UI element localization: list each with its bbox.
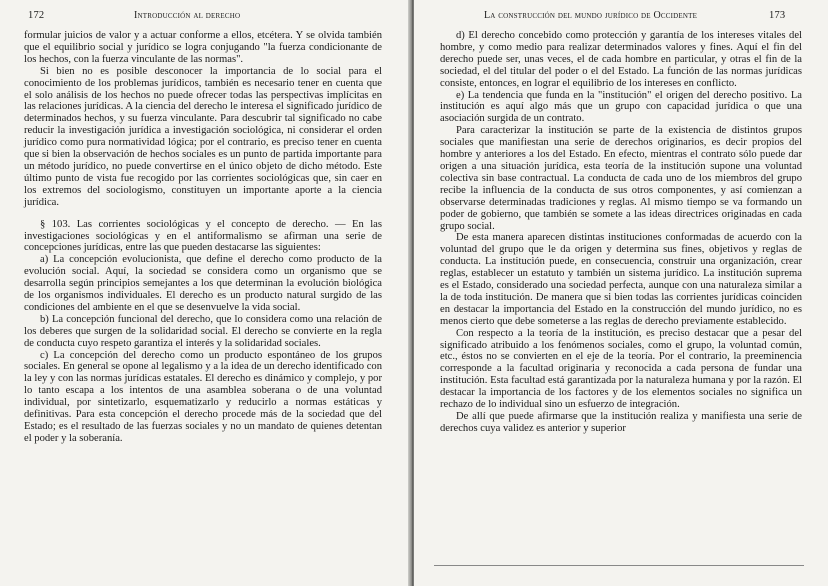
paragraph: De esta manera aparecen distintas instituciones conformadas de acuerdo con la voluntad del grupo que le da origen y determina sus fines, objetivos y reglas de conducta. La institución puede, en consecuencia, construir una organización, crear reglas, establecer un estatuto y también un sistema jurídico. La institución suprema es el Estado, considerado una sociedad perfecta, aunque con una naturaleza similar a la de toda institución. De manera que si bien todas las corrientes jurídicas coinciden en destacar la importancia del Estado en la construcción del mundo jurídico, no es menos cierto que debe someterse a las reglas de derecho previamente establecido. xyxy=(440,232,802,327)
right-text-column xyxy=(440,30,802,435)
left-text-column xyxy=(24,30,382,445)
bottom-rule xyxy=(434,565,804,566)
section-heading-paragraph: § 103. Las corrientes sociológicas y el concepto de derecho. — En las investigaciones sociológicas y en el antiformalismo se afirman una serie de concepciones jurídicas, entre las que pueden destacarse las siguientes: xyxy=(24,218,382,254)
paragraph: Si bien no es posible desconocer la importancia de lo social para el conocimiento de los problemas jurídicos, también es necesario tener en cuenta que el solo análisis de los hechos no puede ofrecer todas las perspectivas implícitas en las relaciones jurídicas. A la ciencia del derecho le interesa el significado jurídico de determinados hechos, y su fuerza vinculante. Para descubrir tal significado no cabe reducir la investigación jurídica a investigación sociológica, ni considerar el orden jurídico como pura normatividad lógica; por el contrario, es preciso tener en cuenta que si bien la observación de hechos sociales es un punto de partida importante para un método jurídico, no puede convertirse en el único objeto de dicho método. Este último punto de vista fue recogido por las corrientes sociológicas que, sin caer en los extremos del sociologismo, constituyen un importante aporte a la ciencia jurídica. xyxy=(24,65,382,208)
right-running-title: La construcción del mundo jurídico de Occidente xyxy=(484,10,698,21)
right-page xyxy=(414,0,828,586)
paragraph: b) La concepción funcional del derecho, que lo considera como una relación de los deberes que surgen de la solidaridad social. El derecho se convierte en la regla de conducta cuyo respeto garantiza el interés y la solidaridad sociales. xyxy=(24,313,382,349)
paragraph: e) La tendencia que funda en la "institución" el origen del derecho positivo. La institución es aquí algo más que un grupo con capacidad jurídica o que una asociación surgida de un contrato. xyxy=(440,89,802,125)
left-running-title: Introducción al derecho xyxy=(134,10,241,21)
paragraph: De allí que puede afirmarse que la institución realiza y manifiesta una serie de derechos cuya validez es anterior y superior xyxy=(440,411,802,434)
paragraph: Para caracterizar la institución se parte de la existencia de distintos grupos sociales que manifiestan una serie de derechos originarios, es decir propios del hombre y anteriores a los del Estado. En efecto, mientras el contrato sólo puede dar origen a una situación jurídica, esta teoría de la institución supone una voluntad colectiva sin base contractual. La conducta de cada uno de los miembros del grupo recibe la influencia de la conducta de sus otros componentes, y así comienzan a observarse determinadas tradiciones y reglas. Al mismo tiempo se va formando un poder de gobierno, que también se somete a las ideas directrices originadas en cada grupo social. xyxy=(440,125,802,232)
left-page-number: 172 xyxy=(28,10,45,21)
right-page-number: 173 xyxy=(769,10,786,21)
paragraph: c) La concepción del derecho como un producto espontáneo de los grupos sociales. En general se opone al legalismo y a la idea de un derecho identificado con la ley y con las normas jurídicas estatales. El derecho es dinámico y complejo, y por lo tanto escapa a los intentos de una asamblea soberana o de una voluntad individual, por sintetizarlo, esquematizarlo y reducirlo a normas estáticas y definitivas. Para esta concepción el derecho procede más de la sociedad que del Estado; es el resultado de las fuerzas sociales y no un mandato de quienes detentan el poder y la soberanía. xyxy=(24,349,382,444)
paragraph: a) La concepción evolucionista, que define el derecho como producto de la evolución social. Aquí, la sociedad se considera como un organismo que se desarrolla según principios semejantes a los que determinan la evolución biológica de los organismos individuales. El derecho es un producto natural surgido de las condiciones del ambiente en el que se desenvuelve la vida social. xyxy=(24,254,382,313)
paragraph: Con respecto a la teoría de la institución, es preciso destacar que a pesar del significado atribuido a los fenómenos sociales, como el grupo, la voluntad común, etc., éstos no se convierten en el eje de la teoría. Por el contrario, la preeminencia corresponde a la facultad originaria y reconocida a cada persona de fundar una institución. Esta facultad está garantizada por la naturaleza humana y por la razón. El destacar la importancia de los factores y de los elementos sociales no significa un rechazo de lo individual sino un esfuerzo de integración. xyxy=(440,327,802,411)
paragraph: d) El derecho concebido como protección y garantía de los intereses vitales del hombre, y como medio para realizar determinados valores y fines. Aquí el fin del derecho puede ser, unas veces, el de cada hombre en particular, y otras el fin de la sociedad, el del titular del poder o el del Estado. La función de las normas jurídicas consiste, entonces, en lograr el equilibrio de los intereses en conflicto. xyxy=(440,30,802,89)
left-page xyxy=(0,0,410,586)
paragraph: formular juicios de valor y a actuar conforme a ellos, etcétera. Y se olvida también que el equilibrio social y jurídico se logra conjugando "la fuerza condicionante de los hechos, con la fuerza vinculante de las normas". xyxy=(24,30,382,65)
